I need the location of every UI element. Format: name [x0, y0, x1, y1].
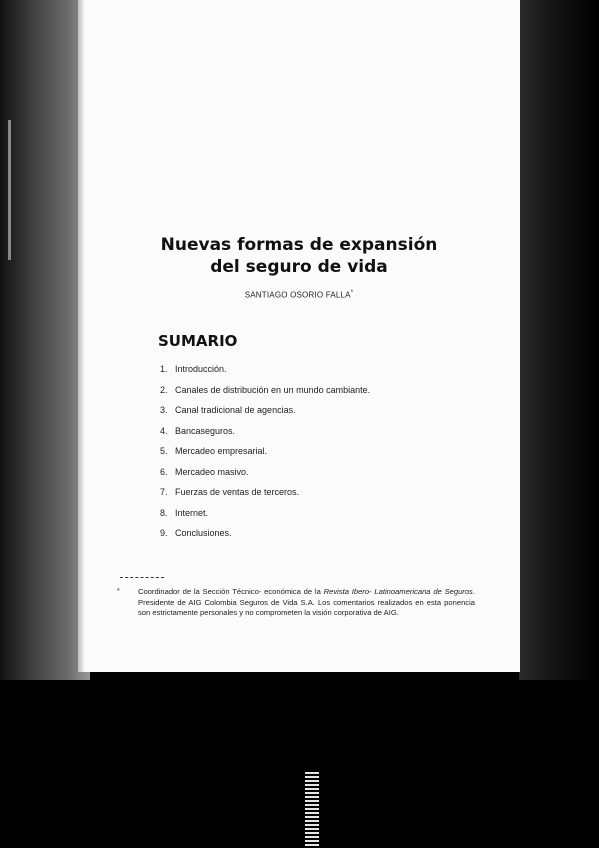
summary-heading: SUMARIO — [158, 332, 238, 350]
page-edge-shadow — [78, 0, 84, 672]
summary-item-text: Conclusiones. — [175, 528, 232, 538]
author-name — [78, 290, 520, 300]
footnote-separator — [120, 577, 164, 579]
summary-item — [160, 528, 460, 549]
scan-speck — [8, 120, 11, 260]
article-title — [78, 234, 520, 278]
summary-item — [160, 487, 460, 508]
summary-item — [160, 467, 460, 488]
summary-item-text: Canal tradicional de agencias. — [175, 405, 296, 415]
summary-item-text: Bancaseguros. — [175, 425, 236, 436]
summary-item — [160, 364, 460, 385]
summary-item — [160, 508, 460, 529]
summary-item-text: Mercadeo masivo. — [175, 466, 249, 477]
summary-item — [160, 426, 460, 447]
summary-item-text: Canales de distribución en un mundo cambiante. — [175, 384, 371, 395]
footnote-text-part2: . Presidente de AIG Colombia Seguros de Vida S.A. Los comentarios realizados en esta ponencia son estrictamente personales y no comprometen la visión corporativa de AIG. — [138, 587, 475, 617]
footnote-journal-name: Revista Ibero- Latinoamericana de Seguros — [323, 587, 473, 596]
scan-left-margin — [0, 0, 90, 680]
summary-item-number: 7. — [160, 487, 168, 497]
summary-item-text: Introducción. — [175, 364, 227, 374]
summary-item-number: 9. — [160, 528, 168, 538]
author-footnote-marker: * — [350, 290, 354, 296]
footnote — [119, 587, 475, 619]
summary-item-number: 3. — [160, 405, 168, 415]
summary-item-number: 1. — [160, 364, 168, 374]
author-text: SANTIAGO OSORIO FALLA — [244, 290, 351, 300]
title-line-2: del seguro de vida — [210, 257, 388, 277]
summary-item — [160, 446, 460, 467]
summary-list — [160, 364, 460, 549]
document-page — [78, 0, 520, 672]
scan-bottom-artifact — [305, 772, 319, 848]
summary-item — [160, 385, 460, 406]
title-line-1: Nuevas formas de expansión — [160, 235, 438, 255]
summary-item-number: 8. — [160, 507, 168, 518]
summary-item-text: Internet. — [175, 507, 209, 518]
summary-item-text: Mercadeo empresarial. — [175, 446, 268, 456]
footnote-text — [138, 587, 475, 619]
summary-item-text: Fuerzas de ventas de terceros. — [175, 487, 300, 497]
summary-item-number: 6. — [160, 466, 168, 477]
footnote-text-part1: Coordinador de la Sección Técnico- económica de la — [138, 587, 324, 596]
summary-item-number: 5. — [160, 446, 168, 456]
scan-right-margin — [519, 0, 599, 680]
summary-item-number: 4. — [160, 425, 168, 436]
summary-item-number: 2. — [160, 384, 168, 395]
summary-item — [160, 405, 460, 426]
footnote-marker: * — [117, 588, 120, 595]
